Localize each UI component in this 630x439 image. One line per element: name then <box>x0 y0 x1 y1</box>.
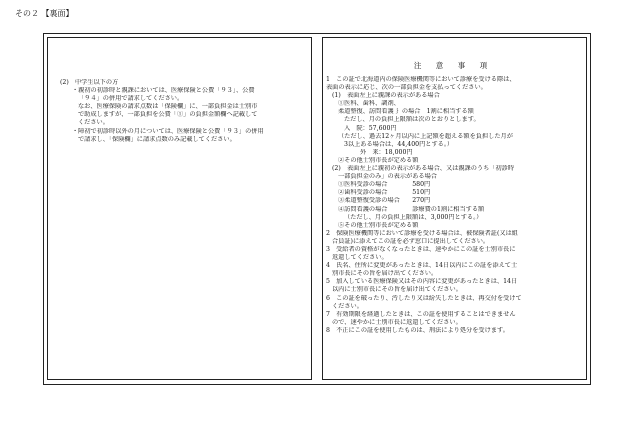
note-line: ので、速やかに士別市長に返還してください。 <box>332 318 462 326</box>
note-line: 返還してください。 <box>332 254 388 262</box>
note-line: (1) 表面左上に親課の表示がある場合 <box>332 92 440 100</box>
left-line: ください。 <box>78 119 109 127</box>
note-line: ②その他士別市長が定める額 <box>338 156 419 164</box>
note-line: ③柔道整復受診の場合 270円 <box>338 197 431 205</box>
note-line: ②歯科受診の場合 510円 <box>338 189 431 197</box>
note-line: ⑤その他士別市長が定める額 <box>338 221 419 229</box>
note-line: 別市長にその旨を届け出てください。 <box>332 270 438 278</box>
left-line: なお、医療保険の請求点数は「保険欄」に、一部負担金は士別市 <box>78 103 258 111</box>
left-line: 「９４」の併用で請求してください。 <box>78 95 184 103</box>
note-line: 一部負担金のみ」の表示がある場合 <box>338 173 437 181</box>
note-line: 合員証)に添えてこの証を必ず窓口に提出してください。 <box>332 237 490 245</box>
note-line: 7 有効期限を経過したときは、この証を使用することはできません <box>326 310 516 318</box>
right-card-text <box>326 76 582 335</box>
note-line: 以内に士別市長にその旨を届け出てください。 <box>332 286 462 294</box>
left-line: (2) 中学生以下の方 <box>60 79 119 86</box>
note-line: 3 受給者の資格がなくなったときは、速やかにこの証を士別市長に <box>326 245 516 253</box>
note-line: 5 加入している医療保険又はその内容に変更があったときは、14日 <box>326 278 518 286</box>
note-line: 6 この証を破ったり、汚したり又は紛失したときは、再交付を受けて <box>326 294 522 302</box>
note-line: 入 院：57,600円 <box>344 124 397 132</box>
page-header: その２ 【裏面】 <box>15 9 74 18</box>
note-line: 外 来：18,000円 <box>360 148 413 156</box>
note-line: 3以上ある場合は、44,400円とする。） <box>344 140 454 148</box>
left-card-text <box>60 79 308 144</box>
note-line: ください。 <box>332 302 363 310</box>
note-line: 1 この証で北海道内の保険医療機関等において診療を受ける際は、 <box>326 76 516 83</box>
note-line: 2 保険医療機関等において診療を受ける場合は、被保険者証(又は組 <box>326 229 518 237</box>
note-line: 8 不正にこの証を使用したものは、刑法により処分を受けます。 <box>326 326 509 334</box>
left-line: ・障初で初診時以外の月については、医療保険と公費「９３」の併用 <box>72 127 264 135</box>
note-line: ただし、月の負担上限額は次のとおりとします。 <box>344 116 480 124</box>
note-line: (2) 表面左上に親初の表示がある場合、又は親課のうち「初診時 <box>332 165 515 173</box>
note-line: ①医科受診の場合 580円 <box>338 181 431 189</box>
notes-title: 注 意 事 項 <box>413 61 494 70</box>
note-line: 表面の表示に応じ、次の一部負担金を支払ってください。 <box>326 84 487 92</box>
left-line: ・親初の初診時と親課においては、医療保険と公費「９３」、公費 <box>72 87 255 95</box>
note-line: 4 氏名、住所に変更があったときは、14日以内にこの証を添えて士 <box>326 262 518 270</box>
note-line: 柔道整復、訪問看護 ｝の場合 1割に相当する額 <box>338 108 474 116</box>
left-line: で請求し、「保険欄」に請求点数のみ記載してください。 <box>78 135 236 143</box>
note-line: ①医科、歯科、調剤、 <box>338 100 400 108</box>
note-line: （ただし、過去12ヶ月以内に上記額を超える額を負担した月が <box>338 132 513 140</box>
note-line: （ただし、月の負担上限額は、3,000円とする。） <box>344 213 483 221</box>
left-line: で助成しますが、一部負担を公費「①」の負担金額欄へ記載して <box>78 111 258 119</box>
note-line: ④訪問看護の場合 診療費の1割に相当する額 <box>338 205 485 213</box>
